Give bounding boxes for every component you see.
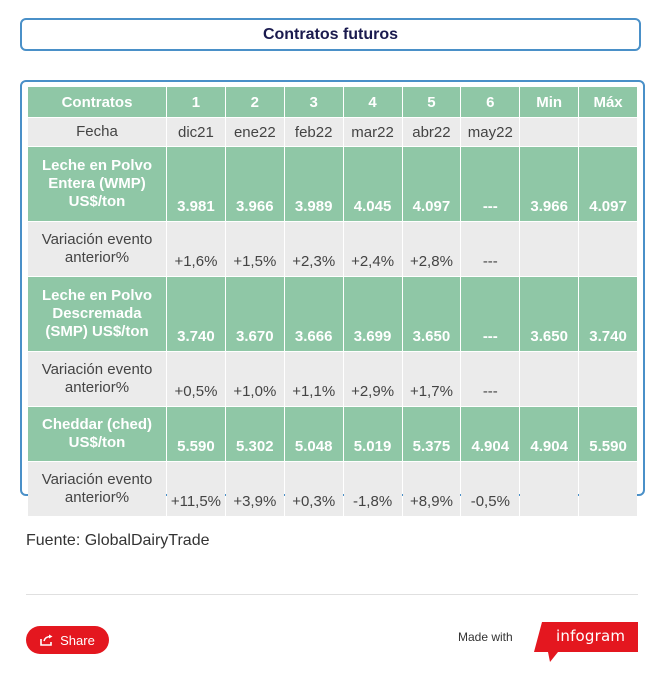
table-cell: +0,3% — [285, 462, 343, 516]
header-row — [28, 87, 637, 117]
table-cell: dic21 — [167, 118, 225, 146]
source-text: Fuente: GlobalDairyTrade — [26, 532, 210, 549]
table-cell: -0,5% — [461, 462, 519, 516]
row-label-line: Cheddar (ched) — [41, 416, 152, 433]
table-row-smp — [28, 277, 637, 351]
row-label-line: Variación evento — [41, 361, 153, 378]
table-cell: feb22 — [285, 118, 343, 146]
header-cell: 3 — [285, 87, 343, 117]
table-cell: --- — [461, 147, 519, 221]
table-cell: 5.302 — [226, 407, 284, 461]
table-row-wmp-variation — [28, 222, 637, 276]
table-cell: 3.740 — [579, 277, 637, 351]
share-label: Share — [60, 632, 95, 648]
table-cell: 4.904 — [461, 407, 519, 461]
table-cell — [579, 352, 637, 406]
table-cell — [520, 462, 578, 516]
row-label — [28, 147, 166, 221]
futures-table-container — [20, 80, 645, 510]
table-cell — [579, 462, 637, 516]
table-cell: +0,5% — [167, 352, 225, 406]
table-cell — [520, 118, 578, 146]
table-cell — [520, 222, 578, 276]
table-cell: 4.045 — [344, 147, 402, 221]
row-label-line: anterior% — [64, 379, 130, 396]
row-label-line: anterior% — [64, 489, 130, 506]
table-cell — [520, 352, 578, 406]
table-cell: abr22 — [403, 118, 461, 146]
table-cell: +1,7% — [403, 352, 461, 406]
table-cell: --- — [461, 277, 519, 351]
table-cell — [579, 222, 637, 276]
table-row-wmp — [28, 147, 637, 221]
header-cell: Min — [520, 87, 578, 117]
header-cell: Máx — [579, 87, 637, 117]
table-cell: 3.699 — [344, 277, 402, 351]
row-label — [28, 277, 166, 351]
header-cell: Contratos — [28, 87, 166, 117]
table-cell: 5.019 — [344, 407, 402, 461]
table-cell: 5.048 — [285, 407, 343, 461]
header-cell: 1 — [167, 87, 225, 117]
table-cell: +1,6% — [167, 222, 225, 276]
table-cell: 3.966 — [226, 147, 284, 221]
row-label — [28, 407, 166, 461]
table-cell: 4.097 — [403, 147, 461, 221]
table-cell: may22 — [461, 118, 519, 146]
table-cell: -1,8% — [344, 462, 402, 516]
title-box — [20, 18, 641, 51]
table-row-smp-variation — [28, 352, 637, 406]
table-cell: +2,4% — [344, 222, 402, 276]
row-label: Fecha — [28, 118, 166, 146]
table-cell: 3.989 — [285, 147, 343, 221]
table-cell: +2,3% — [285, 222, 343, 276]
row-label-line: anterior% — [64, 249, 130, 266]
header-cell: 4 — [344, 87, 402, 117]
row-label-line: Leche en Polvo — [41, 287, 153, 304]
table-cell: 5.590 — [167, 407, 225, 461]
row-label-line: Entera (WMP) — [48, 175, 146, 192]
table-cell: +2,8% — [403, 222, 461, 276]
table-cell: --- — [461, 222, 519, 276]
table-cell: 3.650 — [520, 277, 578, 351]
row-label-line: Variación evento — [41, 231, 153, 248]
header-cell: 5 — [403, 87, 461, 117]
table-cell: ene22 — [226, 118, 284, 146]
row-label-line: US$/ton — [68, 193, 126, 210]
table-cell: 3.670 — [226, 277, 284, 351]
row-label-line: Leche en Polvo — [41, 157, 153, 174]
row-label-line: Descremada — [52, 305, 142, 322]
header-cell: 2 — [226, 87, 284, 117]
share-button[interactable] — [26, 626, 109, 654]
page-title: Contratos futuros — [262, 25, 399, 43]
row-label — [28, 222, 166, 276]
infogram-logo[interactable] — [534, 622, 638, 662]
share-icon — [40, 634, 54, 646]
table-cell: 3.966 — [520, 147, 578, 221]
table-cell: +1,5% — [226, 222, 284, 276]
row-label — [28, 352, 166, 406]
table-cell: 3.650 — [403, 277, 461, 351]
table-cell: mar22 — [344, 118, 402, 146]
table-cell: 3.666 — [285, 277, 343, 351]
table-cell: +1,0% — [226, 352, 284, 406]
table-cell — [579, 118, 637, 146]
row-label-line: Variación evento — [41, 471, 153, 488]
table-cell: 4.904 — [520, 407, 578, 461]
header-cell: 6 — [461, 87, 519, 117]
row-label-line: (SMP) US$/ton — [45, 323, 149, 340]
table-cell: 3.740 — [167, 277, 225, 351]
row-label — [28, 462, 166, 516]
table-cell: 3.981 — [167, 147, 225, 221]
table-cell: 5.375 — [403, 407, 461, 461]
table-cell: 4.097 — [579, 147, 637, 221]
made-with-text: Made with — [458, 630, 513, 644]
table-cell: 5.590 — [579, 407, 637, 461]
table-row-cheddar — [28, 407, 637, 461]
table-cell: +11,5% — [167, 462, 225, 516]
table-cell: +3,9% — [226, 462, 284, 516]
table-cell: +8,9% — [403, 462, 461, 516]
table-cell: +2,9% — [344, 352, 402, 406]
divider — [26, 594, 638, 595]
row-label-line: US$/ton — [68, 434, 126, 451]
futures-table — [27, 86, 638, 517]
table-cell: --- — [461, 352, 519, 406]
table-row-cheddar-variation — [28, 462, 637, 516]
fecha-row — [28, 118, 637, 146]
infogram-logo-text: infogram — [556, 627, 626, 645]
table-cell: +1,1% — [285, 352, 343, 406]
